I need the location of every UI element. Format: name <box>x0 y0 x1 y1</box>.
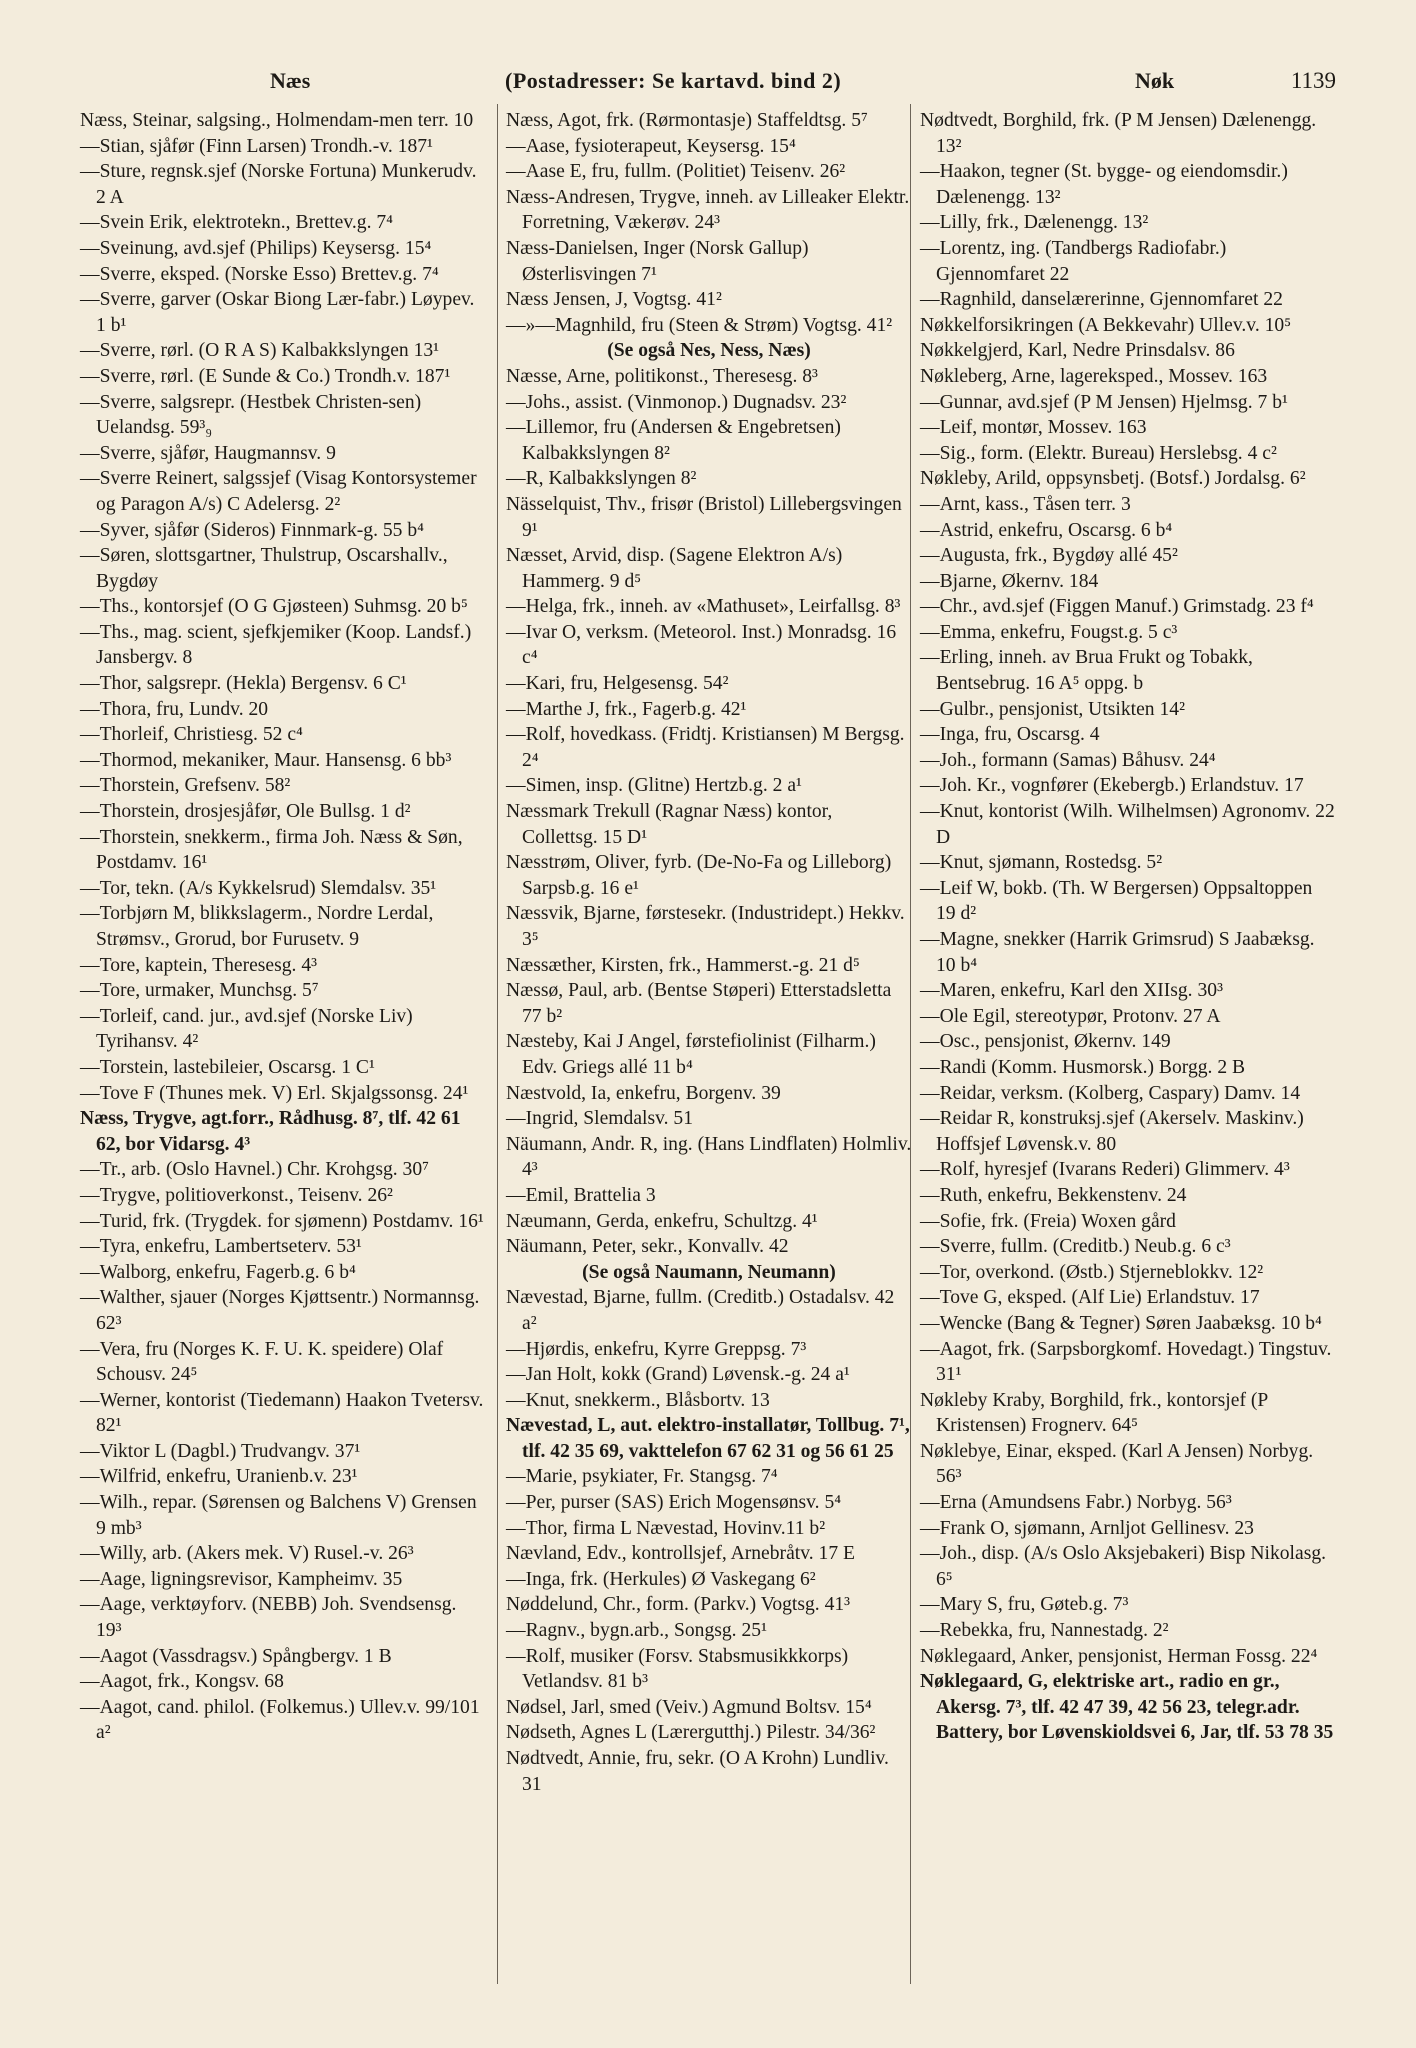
directory-entry: —Joh., formann (Samas) Båhusv. 24⁴ <box>920 749 1216 771</box>
directory-entry: Næss-Andresen, Trygve, inneh. av Lilleaker Elektr. Forretning, Vækerøv. 24³ <box>506 186 915 234</box>
directory-entry: —Mary S, fru, Gøteb.g. 7³ <box>920 1594 1129 1616</box>
directory-entry: —Wilfrid, enkefru, Uranienb.v. 23¹ <box>80 1466 358 1488</box>
directory-entry: Næss, Agot, frk. (Rørmontasje) Staffeldtsg. 5⁷ <box>506 110 868 131</box>
directory-entry: Næumann, Gerda, enkefru, Schultzg. 4¹ <box>506 1210 818 1232</box>
directory-entry: —Tove F (Thunes mek. V) Erl. Skjalgssonsg. 24¹ <box>80 1082 469 1104</box>
directory-entry: —Sverre, sjåfør, Haugmannsv. 9 <box>80 442 336 464</box>
directory-entry: —Ole Egil, stereotypør, Protonv. 27 A <box>920 1005 1221 1027</box>
directory-entry: —Sverre, rørl. (E Sunde & Co.) Trondh.v. 187¹ <box>80 365 451 387</box>
page-number: 1139 <box>1290 68 1336 93</box>
directory-entry: —Sverre, rørl. (O R A S) Kalbakkslyngen 13¹ <box>80 340 440 362</box>
directory-entry: —Torbjørn M, blikkslagerm., Nordre Lerdal, Strømsv., Grorud, bor Furusetv. 9 <box>80 903 439 950</box>
directory-entry: —Emil, Brattelia 3 <box>506 1184 656 1206</box>
directory-entry: —Bjarne, Økernv. 184 <box>920 570 1099 592</box>
directory-entry: —Syver, sjåfør (Sideros) Finnmark-g. 55 b⁴ <box>80 519 424 541</box>
directory-entry: —Thorstein, Grefsenv. 58² <box>80 775 291 797</box>
directory-entry: Nævestad, Bjarne, fullm. (Creditb.) Ostadalsv. 42 a² <box>506 1287 900 1334</box>
directory-entry: —Maren, enkefru, Karl den XIIsg. 30³ <box>920 980 1223 1002</box>
directory-entry: Näumann, Peter, sekr., Konvallv. 42 <box>506 1236 789 1258</box>
directory-entry: —Tyra, enkefru, Lambertseterv. 53¹ <box>80 1236 362 1258</box>
directory-entry: —Gulbr., pensjonist, Utsikten 14² <box>920 698 1185 720</box>
directory-column-3 <box>920 108 1340 1746</box>
directory-entry: —Leif W, bokb. (Th. W Bergersen) Oppsaltoppen 19 d² <box>920 877 1318 925</box>
directory-entry: Nøklegaard, Anker, pensjonist, Herman Fossg. 22⁴ <box>920 1645 1318 1667</box>
directory-entry: —Ruth, enkefru, Bekkenstenv. 24 <box>920 1184 1187 1206</box>
directory-entry: —Viktor L (Dagbl.) Trudvangv. 37¹ <box>80 1440 361 1462</box>
directory-entry: —Kari, fru, Helgesensg. 54² <box>506 673 729 695</box>
directory-entry: —Thor, firma L Nævestad, Hovinv.11 b² <box>506 1517 826 1539</box>
directory-entry: —Thor, salgsrepr. (Hekla) Bergensv. 6 C¹ <box>80 673 407 695</box>
directory-entry: —Rebekka, fru, Nannestadg. 2² <box>920 1620 1169 1642</box>
directory-entry: —Thorleif, Christiesg. 52 c⁴ <box>80 724 303 746</box>
directory-entry: —Walther, sjauer (Norges Kjøttsentr.) Normannsg. 62³ <box>80 1287 485 1334</box>
directory-entry: Næssø, Paul, arb. (Bentse Støperi) Etterstadsletta 77 b² <box>506 980 897 1027</box>
directory-entry: —Werner, kontorist (Tiedemann) Haakon Tvetersv. 82¹ <box>80 1389 489 1437</box>
directory-entry: —Trygve, politioverkonst., Teisenv. 26² <box>80 1184 393 1206</box>
directory-entry: Næss, Steinar, salgsing., Holmendam-men terr. 10 <box>80 110 474 131</box>
directory-entry: —Aagot, frk., Kongsv. 68 <box>80 1671 284 1693</box>
directory-entry: —Gunnar, avd.sjef (P M Jensen) Hjelmsg. 7 b¹ <box>920 391 1288 413</box>
directory-entry: —Tove G, eksped. (Alf Lie) Erlandstuv. 17 <box>920 1287 1260 1309</box>
directory-entry: —Per, purser (SAS) Erich Mogensønsv. 5⁴ <box>506 1492 842 1514</box>
directory-entry: Nødtvedt, Annie, fru, sekr. (O A Krohn) Lundliv. 31 <box>506 1748 894 1795</box>
directory-entry: —Hjørdis, enkefru, Kyrre Greppsg. 7³ <box>506 1338 807 1360</box>
directory-entry: —Aase, fysioterapeut, Keysersg. 15⁴ <box>506 135 796 157</box>
directory-entry: —Inga, fru, Oscarsg. 4 <box>920 724 1100 746</box>
directory-entry: Næsteby, Kai J Angel, førstefiolinist (Filharm.) Edv. Griegs allé 11 b⁴ <box>506 1031 881 1078</box>
directory-entry: —Sveinung, avd.sjef (Philips) Keysersg. 15⁴ <box>80 237 432 259</box>
directory-entry: —Haakon, tegner (St. bygge- og eiendomsdir.) Dælenengg. 13² <box>920 161 1293 208</box>
directory-entry: —Tor, overkond. (Østb.) Stjerneblokkv. 12² <box>920 1261 1264 1283</box>
directory-entry: Næsstrøm, Oliver, fyrb. (De-No-Fa og Lilleborg) Sarpsb.g. 16 e¹ <box>506 852 897 899</box>
directory-entry: —Ingrid, Slemdalsv. 51 <box>506 1108 694 1130</box>
directory-entry: —Wencke (Bang & Tegner) Søren Jaabæksg. 10 b⁴ <box>920 1312 1322 1334</box>
directory-entry: —Aagot, cand. philol. (Folkemus.) Ullev.v. 99/101 a² <box>80 1696 485 1744</box>
directory-entry: —Thormod, mekaniker, Maur. Hansensg. 6 bb³ <box>80 749 452 771</box>
directory-entry: —Knut, kontorist (Wilh. Wilhelmsen) Agronomv. 22 D <box>920 801 1340 848</box>
page-header <box>80 68 1336 102</box>
directory-entry: —Aagot (Vassdragsv.) Spångbergv. 1 B <box>80 1645 392 1667</box>
directory-entry: Nøkleby, Arild, oppsynsbetj. (Botsf.) Jordalsg. 6² <box>920 468 1306 490</box>
directory-entry: (Se også Naumann, Neumann) <box>582 1261 836 1283</box>
directory-entry: Nøkleberg, Arne, lagereksped., Mossev. 163 <box>920 365 1268 387</box>
directory-entry: —Jan Holt, kokk (Grand) Løvensk.-g. 24 a¹ <box>506 1364 850 1386</box>
directory-entry: Nævestad, L, aut. elektro-installatør, Tollbug. 7¹, tlf. 42 35 69, vakttelefon 67 62 31 og 56 61 25 <box>506 1415 915 1462</box>
directory-entry: —Sverre, salgsrepr. (Hestbek Christen-sen) Uelandsg. 59³₉ <box>80 391 427 439</box>
directory-column-1 <box>80 108 489 1746</box>
directory-entry: Næss-Danielsen, Inger (Norsk Gallup) Østerlisvingen 7¹ <box>506 237 814 285</box>
directory-entry: —Sture, regnsk.sjef (Norske Fortuna) Munkerudv. 2 A <box>80 161 482 208</box>
directory-entry: —Marie, psykiater, Fr. Stangsg. 7⁴ <box>506 1466 778 1488</box>
directory-entry: —Rolf, hovedkass. (Fridtj. Kristiansen) M Bergsg. 2⁴ <box>506 724 910 771</box>
directory-entry: —Ragnv., bygn.arb., Songsg. 25¹ <box>506 1620 767 1642</box>
directory-entry: Nøkleby Kraby, Borghild, frk., kontorsjef (P Kristensen) Frognerv. 64⁵ <box>920 1389 1273 1437</box>
directory-entry: —Inga, frk. (Herkules) Ø Vaskegang 6² <box>506 1568 816 1590</box>
directory-entry: —Ths., kontorsjef (O G Gjøsteen) Suhmsg. 20 b⁵ <box>80 596 468 618</box>
directory-entry: —Aagot, frk. (Sarpsborgkomf. Hovedagt.) Tingstuv. 31¹ <box>920 1338 1337 1386</box>
directory-entry: Næss, Trygve, agt.forr., Rådhusg. 8⁷, tlf. 42 61 62, bor Vidarsg. 4³ <box>80 1108 466 1155</box>
directory-entry: —Turid, frk. (Trygdek. for sjømenn) Postdamv. 16¹ <box>80 1210 484 1232</box>
directory-entry: —Sverre, eksped. (Norske Esso) Brettev.g. 7⁴ <box>80 263 439 285</box>
directory-entry: —Vera, fru (Norges K. F. U. K. speidere) Olaf Schousv. 24⁵ <box>80 1338 449 1386</box>
directory-entry: —R, Kalbakkslyngen 8² <box>506 468 697 490</box>
directory-entry: —Torstein, lastebileier, Oscarsg. 1 C¹ <box>80 1056 375 1078</box>
directory-entry: —Wilh., repar. (Sørensen og Balchens V) Grensen 9 mb³ <box>80 1492 482 1539</box>
directory-entry: —Ths., mag. scient, sjefkjemiker (Koop. Landsf.) Jansbergv. 8 <box>80 621 477 669</box>
header-left-keyword: Næs <box>270 68 311 93</box>
directory-entry: —Marthe J, frk., Fagerb.g. 42¹ <box>506 698 747 720</box>
directory-entry: —Randi (Komm. Husmorsk.) Borgg. 2 B <box>920 1056 1246 1078</box>
directory-entry: Nøklegaard, G, elektriske art., radio en gr., Akersg. 7³, tlf. 42 47 39, 42 56 23, telegr.adr. Battery, bor Løvenskioldsvei 6, Jar, tlf. 53 78 35 <box>920 1671 1334 1744</box>
directory-entry: —»—Magnhild, fru (Steen & Strøm) Vogtsg. 41² <box>506 314 893 336</box>
directory-entry: Nøklebye, Einar, eksped. (Karl A Jensen) Norbyg. 56³ <box>920 1440 1319 1488</box>
directory-entry: —Stian, sjåfør (Finn Larsen) Trondh.-v. 187¹ <box>80 135 433 157</box>
directory-entry: —Sverre Reinert, salgssjef (Visag Kontorsystemer og Paragon A/s) C Adelersg. 2² <box>80 468 482 515</box>
directory-entry: —Lorentz, ing. (Tandbergs Radiofabr.) Gjennomfaret 22 <box>920 237 1232 285</box>
directory-entry: —Osc., pensjonist, Økernv. 149 <box>920 1031 1171 1053</box>
directory-entry: Næsse, Arne, politikonst., Theresesg. 8³ <box>506 365 818 387</box>
directory-entry: —Simen, insp. (Glitne) Hertzb.g. 2 a¹ <box>506 775 802 797</box>
directory-entry: —Frank O, sjømann, Arnljot Gellinesv. 23 <box>920 1517 1254 1539</box>
directory-entry: —Rolf, hyresjef (Ivarans Rederi) Glimmerv. 4³ <box>920 1159 1290 1181</box>
directory-entry: —Søren, slottsgartner, Thulstrup, Oscarshallv., Bygdøy <box>80 545 453 592</box>
directory-entry: —Tore, kaptein, Theresesg. 4³ <box>80 954 318 976</box>
column-divider <box>497 104 498 1984</box>
directory-entry: Næsset, Arvid, disp. (Sagene Elektron A/s) Hammerg. 9 d⁵ <box>506 545 848 592</box>
directory-entry: —Thorstein, snekkerm., firma Joh. Næss & Søn, Postdamv. 16¹ <box>80 826 468 874</box>
directory-column-2 <box>506 108 917 1797</box>
directory-entry: —Aage, verktøyforv. (NEBB) Joh. Svendsensg. 19³ <box>80 1594 462 1642</box>
directory-entry: —Sverre, garver (Oskar Biong Lær-fabr.) Løypev. 1 b¹ <box>80 289 480 336</box>
directory-entry: —Helga, frk., inneh. av «Mathuset», Leirfallsg. 8³ <box>506 596 901 618</box>
directory-entry: —Aage, ligningsrevisor, Kampheimv. 35 <box>80 1568 403 1590</box>
directory-entry: —Sofie, frk. (Freia) Woxen gård <box>920 1210 1176 1232</box>
directory-entry: —Lilly, frk., Dælenengg. 13² <box>920 212 1149 234</box>
directory-entry: —Willy, arb. (Akers mek. V) Rusel.-v. 26³ <box>80 1543 414 1565</box>
directory-entry: —Erna (Amundsens Fabr.) Norbyg. 56³ <box>920 1492 1232 1514</box>
directory-entry: Nødsel, Jarl, smed (Veiv.) Agmund Boltsv. 15⁴ <box>506 1696 872 1718</box>
directory-entry: —Joh. Kr., vognfører (Ekebergb.) Erlandstuv. 17 <box>920 775 1304 797</box>
directory-entry: —Tore, urmaker, Munchsg. 5⁷ <box>80 980 319 1002</box>
directory-entry: —Leif, montør, Mossev. 163 <box>920 417 1147 439</box>
directory-entry: —Astrid, enkefru, Oscarsg. 6 b⁴ <box>920 519 1173 541</box>
header-right-keyword: Nøk <box>1135 68 1175 93</box>
directory-entry: Nødseth, Agnes L (Lærergutthj.) Pilestr. 34/36² <box>506 1722 876 1744</box>
directory-entry: Nøkkelgjerd, Karl, Nedre Prinsdalsv. 86 <box>920 340 1235 362</box>
directory-entry: Nässelquist, Thv., frisør (Bristol) Lillebergsvingen 9¹ <box>506 493 907 541</box>
directory-entry: Næssæther, Kirsten, frk., Hammerst.-g. 21 d⁵ <box>506 954 860 976</box>
directory-entry: Næss Jensen, J, Vogtsg. 41² <box>506 289 722 311</box>
directory-entry: —Aase E, fru, fullm. (Politiet) Teisenv. 26² <box>506 161 846 183</box>
directory-entry: Næssvik, Bjarne, førstesekr. (Industridept.) Hekkv. 3⁵ <box>506 903 910 950</box>
directory-entry: —Walborg, enkefru, Fagerb.g. 6 b⁴ <box>80 1261 356 1283</box>
directory-entry: —Reidar, verksm. (Kolberg, Caspary) Damv. 14 <box>920 1082 1301 1104</box>
directory-entry: —Tr., arb. (Oslo Havnel.) Chr. Krohgsg. 30⁷ <box>80 1159 429 1181</box>
directory-entry: —Reidar R, konstruksj.sjef (Akerselv. Maskinv.) Hoffsjef Løvensk.v. 80 <box>920 1108 1309 1155</box>
directory-entry: —Rolf, musiker (Forsv. Stabsmusikkkorps) Vetlandsv. 81 b³ <box>506 1645 853 1693</box>
directory-entry: Nævland, Edv., kontrollsjef, Arnebråtv. 17 E <box>506 1543 855 1565</box>
directory-entry: Näumann, Andr. R, ing. (Hans Lindflaten) Holmliv. 4³ <box>506 1133 917 1181</box>
directory-entry: —Chr., avd.sjef (Figgen Manuf.) Grimstadg. 23 f⁴ <box>920 596 1314 618</box>
directory-entry: Næssmark Trekull (Ragnar Næss) kontor, Collettsg. 15 D¹ <box>506 801 838 848</box>
directory-entry: Nøddelund, Chr., form. (Parkv.) Vogtsg. 41³ <box>506 1594 851 1616</box>
directory-entry: —Sig., form. (Elektr. Bureau) Herslebsg. 4 c² <box>920 442 1277 464</box>
directory-entry: Nøkkelforsikringen (A Bekkevahr) Ullev.v. 10⁵ <box>920 314 1292 336</box>
directory-entry: Nødtvedt, Borghild, frk. (P M Jensen) Dælenengg. 13² <box>920 110 1322 157</box>
directory-entry: —Torleif, cand. jur., avd.sjef (Norske Liv) Tyrihansv. 4² <box>80 1005 418 1053</box>
directory-entry: —Sverre, fullm. (Creditb.) Neub.g. 6 c³ <box>920 1236 1231 1258</box>
directory-entry: —Erling, inneh. av Brua Frukt og Tobakk, Bentsebrug. 16 A⁵ oppg. b <box>920 647 1258 695</box>
directory-entry: —Johs., assist. (Vinmonop.) Dugnadsv. 23² <box>506 391 847 413</box>
directory-entry: —Knut, sjømann, Rostedsg. 5² <box>920 852 1163 874</box>
directory-entry: —Ragnhild, danselærerinne, Gjennomfaret 22 <box>920 289 1283 311</box>
directory-entry: —Lillemor, fru (Andersen & Engebretsen) Kalbakkslyngen 8² <box>506 417 846 464</box>
directory-entry: —Magne, snekker (Harrik Grimsrud) S Jaabæksg. 10 b⁴ <box>920 929 1320 976</box>
directory-entry: —Thora, fru, Lundv. 20 <box>80 698 269 720</box>
directory-entry: —Knut, snekkerm., Blåsbortv. 13 <box>506 1389 770 1411</box>
directory-entry: —Tor, tekn. (A/s Kykkelsrud) Slemdalsv. 35¹ <box>80 877 437 899</box>
header-center-note: (Postadresser: Se kartavd. bind 2) <box>505 68 842 93</box>
directory-entry: —Svein Erik, elektrotekn., Brettev.g. 7⁴ <box>80 212 394 234</box>
directory-entry: —Arnt, kass., Tåsen terr. 3 <box>920 493 1131 515</box>
directory-entry: —Thorstein, drosjesjåfør, Ole Bullsg. 1 d² <box>80 801 411 823</box>
directory-entry: —Joh., disp. (A/s Oslo Aksjebakeri) Bisp Nikolasg. 6⁵ <box>920 1543 1331 1590</box>
directory-entry: (Se også Nes, Ness, Næs) <box>607 340 811 362</box>
directory-entry: —Emma, enkefru, Fougst.g. 5 c³ <box>920 621 1178 643</box>
directory-entry: Næstvold, Ia, enkefru, Borgenv. 39 <box>506 1082 781 1104</box>
directory-entry: —Ivar O, verksm. (Meteorol. Inst.) Monradsg. 16 c⁴ <box>506 621 902 669</box>
directory-entry: —Augusta, frk., Bygdøy allé 45² <box>920 545 1178 567</box>
